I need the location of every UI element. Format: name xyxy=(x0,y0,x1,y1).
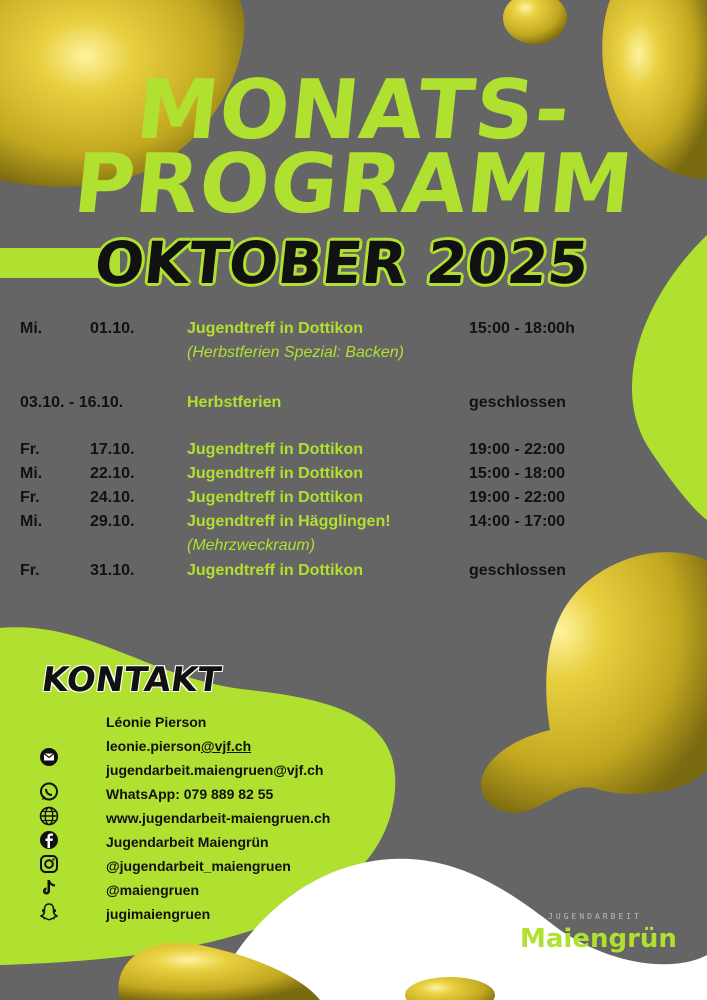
mail-icon xyxy=(38,746,60,768)
row-note: (Herbstferien Spezial: Backen) xyxy=(187,344,404,361)
row-date: 01.10. xyxy=(90,320,135,337)
row-time: 15:00 - 18:00h xyxy=(469,320,575,337)
whatsapp-icon xyxy=(38,781,60,803)
snapchat-icon xyxy=(38,901,60,923)
row-event: Jugendtreff in Dottikon xyxy=(187,489,363,506)
row-day: Fr. xyxy=(20,562,40,579)
instagram-icon xyxy=(38,853,60,875)
email-user: leonie.pierson xyxy=(106,738,201,754)
row-time: 19:00 - 22:00 xyxy=(469,489,566,506)
row-time: 15:00 - 18:00 xyxy=(469,465,566,482)
row-date: 24.10. xyxy=(90,489,135,506)
row-date: 22.10. xyxy=(90,465,135,482)
contact-whatsapp[interactable]: WhatsApp: 079 889 82 55 xyxy=(106,786,274,802)
contact-instagram[interactable]: @jugendarbeit_maiengruen xyxy=(106,858,291,874)
row-date: 17.10. xyxy=(90,441,135,458)
schedule-row xyxy=(0,465,707,487)
blob-bottom-right xyxy=(481,552,707,812)
schedule-row xyxy=(0,489,707,511)
contact-email[interactable] xyxy=(106,738,251,754)
title-line-1: MONATS- xyxy=(132,63,576,158)
contact-website[interactable]: www.jugendarbeit-maiengruen.ch xyxy=(106,810,331,826)
schedule-row xyxy=(0,513,707,535)
row-day: Fr. xyxy=(20,441,40,458)
row-date-range: 03.10. - 16.10. xyxy=(20,394,124,411)
row-event: Jugendtreff in Hägglingen! xyxy=(187,513,391,530)
row-event: Jugendtreff in Dottikon xyxy=(187,320,363,337)
row-day: Mi. xyxy=(20,465,43,482)
brand-logo-small: JUGENDARBEIT xyxy=(548,912,642,921)
row-note: (Mehrzweckraum) xyxy=(187,537,316,554)
month-title: OKTOBER 2025 xyxy=(91,229,592,297)
row-time: 19:00 - 22:00 xyxy=(469,441,566,458)
schedule-row xyxy=(0,562,707,584)
row-time: 14:00 - 17:00 xyxy=(469,513,566,530)
row-day: Fr. xyxy=(20,489,40,506)
schedule-row xyxy=(0,394,707,416)
contact-tiktok[interactable]: @maiengruen xyxy=(106,882,200,898)
title-line-2: PROGRAMM xyxy=(69,137,638,232)
row-date: 31.10. xyxy=(90,562,135,579)
row-day: Mi. xyxy=(20,320,43,337)
contact-name: Léonie Pierson xyxy=(106,714,207,730)
row-event: Jugendtreff in Dottikon xyxy=(187,562,363,579)
email-domain: @vjf.ch xyxy=(200,738,252,754)
facebook-icon xyxy=(38,829,60,851)
brand-logo: Maiengrün xyxy=(520,924,677,954)
tiktok-icon xyxy=(38,877,60,899)
row-event: Herbstferien xyxy=(187,394,282,411)
row-date: 29.10. xyxy=(90,513,135,530)
globe-icon xyxy=(38,805,60,827)
contact-heading: KONTAKT xyxy=(39,660,224,700)
contact-email-2[interactable]: jugendarbeit.maiengruen@vjf.ch xyxy=(106,762,324,778)
contact-facebook[interactable]: Jugendarbeit Maiengrün xyxy=(106,834,269,850)
schedule-row xyxy=(0,441,707,463)
row-event: Jugendtreff in Dottikon xyxy=(187,465,363,482)
schedule-row xyxy=(0,320,707,342)
row-time: geschlossen xyxy=(469,562,566,579)
blob-top-small xyxy=(503,0,567,44)
row-day: Mi. xyxy=(20,513,43,530)
row-event: Jugendtreff in Dottikon xyxy=(187,441,363,458)
row-time: geschlossen xyxy=(469,394,566,411)
contact-snapchat[interactable]: jugimaiengruen xyxy=(106,906,211,922)
